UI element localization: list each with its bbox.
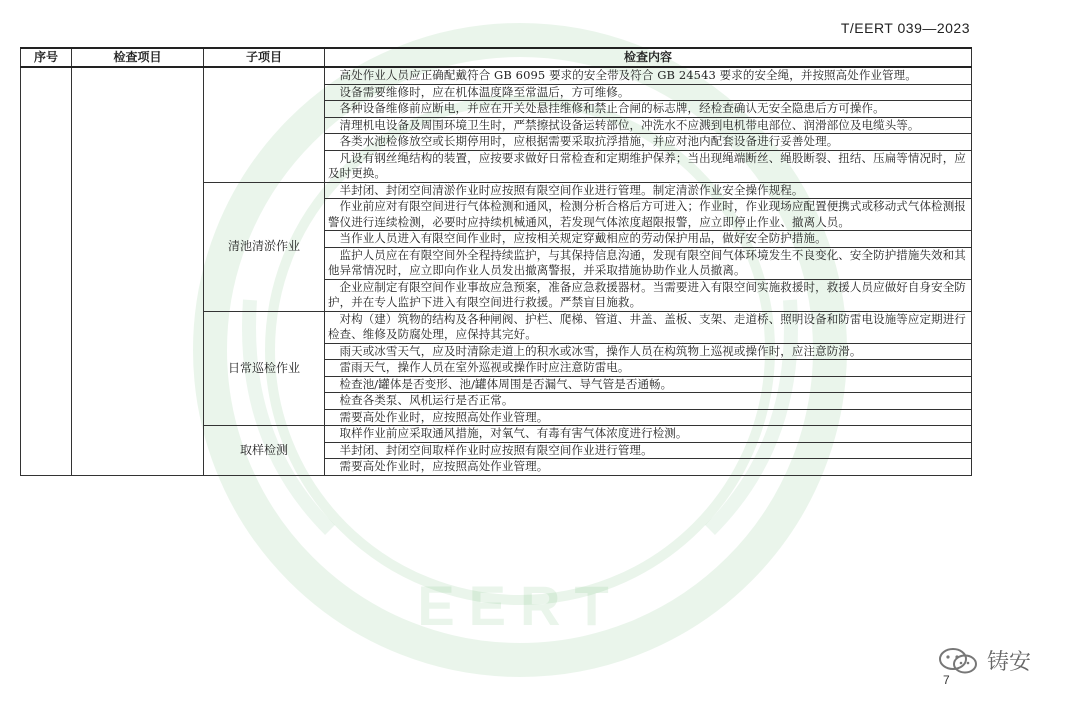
header-subitem: 子项目	[204, 48, 325, 67]
header-check-item: 检查项目	[72, 48, 204, 67]
content-cell: 检查各类泵、风机运行是否正常。	[325, 393, 972, 410]
subitem-cell	[204, 67, 325, 182]
content-cell: 清理机电设备及周围环境卫生时，严禁擦拭设备运转部位，冲洗水不应溅到电机带电部位、润滑部位及电缆头等。	[325, 117, 972, 134]
check-item-cell	[72, 67, 204, 475]
subitem-cell: 取样检测	[204, 426, 325, 476]
content-cell: 对构（建）筑物的结构及各种闸阀、护栏、爬梯、管道、井盖、盖板、支架、走道桥、照明设备和防雷电设施等应定期进行检查、维修及防腐处理，应保持其完好。	[325, 311, 972, 343]
content-cell: 检查池/罐体是否变形、池/罐体周围是否漏气、导气管是否通畅。	[325, 376, 972, 393]
content-cell: 企业应制定有限空间作业事故应急预案，准备应急救援器材。当需要进入有限空间实施救援时，救援人员应做好自身安全防护，并在专人监护下进入有限空间进行救援。严禁盲目施救。	[325, 279, 972, 311]
watermark-text: EERT	[417, 574, 623, 637]
content-cell: 各类水池检修放空或长期停用时，应根据需要采取抗浮措施，并应对池内配套设备进行妥善处理。	[325, 134, 972, 151]
table-row	[21, 67, 972, 84]
subitem-cell: 日常巡检作业	[204, 311, 325, 426]
content-cell: 凡设有钢丝绳结构的装置，应按要求做好日常检查和定期维护保养；当出现绳端断丝、绳股断裂、扭结、压扁等情况时，应及时更换。	[325, 150, 972, 182]
wechat-icon	[935, 646, 981, 676]
inspection-table	[20, 47, 972, 476]
page-number: 7	[943, 673, 950, 687]
content-cell: 监护人员应在有限空间外全程持续监护，与其保持信息沟通，发现有限空间气体环境发生不良变化、安全防护措施失效和其他异常情况时，应立即向作业人员发出撤离警报，并采取措施协助作业人员撤离。	[325, 247, 972, 279]
standard-number: T/EERT 039—2023	[840, 20, 970, 36]
header-seq: 序号	[21, 48, 72, 67]
brand-mark	[935, 645, 1031, 676]
content-cell: 各种设备维修前应断电，并应在开关处悬挂维修和禁止合闸的标志牌，经检查确认无安全隐患后方可操作。	[325, 101, 972, 118]
content-cell: 半封闭、封闭空间取样作业时应按照有限空间作业进行管理。	[325, 442, 972, 459]
table-header-row	[21, 48, 972, 67]
content-cell: 需要高处作业时，应按照高处作业管理。	[325, 459, 972, 476]
seq-cell	[21, 67, 72, 475]
content-cell: 取样作业前应采取通风措施，对氧气、有毒有害气体浓度进行检测。	[325, 426, 972, 443]
content-cell: 雷雨天气，操作人员在室外巡视或操作时应注意防雷电。	[325, 360, 972, 377]
content-cell: 设备需要维修时，应在机体温度降至常温后，方可维修。	[325, 84, 972, 101]
subitem-cell: 清池清淤作业	[204, 182, 325, 311]
content-cell: 作业前应对有限空间进行气体检测和通风，检测分析合格后方可进入；作业时，作业现场应配置便携式或移动式气体检测报警仪进行连续检测，必要时应持续机械通风，若发现气体浓度超限报警，应立即停止作业、撤离人员。	[325, 199, 972, 231]
content-cell: 需要高处作业时，应按照高处作业管理。	[325, 409, 972, 426]
content-cell: 雨天或冰雪天气，应及时清除走道上的积水或冰雪，操作人员在构筑物上巡视或操作时，应注意防滑。	[325, 343, 972, 360]
header-check-content: 检查内容	[325, 48, 972, 67]
content-cell: 当作业人员进入有限空间作业时，应按相关规定穿戴相应的劳动保护用品，做好安全防护措施。	[325, 231, 972, 248]
content-cell: 半封闭、封闭空间清淤作业时应按照有限空间作业进行管理。制定清淤作业安全操作规程。	[325, 182, 972, 199]
content-cell: 高处作业人员应正确配戴符合 GB 6095 要求的安全带及符合 GB 24543 要求的安全绳，并按照高处作业管理。	[325, 67, 972, 84]
brand-name: 铸安	[987, 650, 1032, 675]
